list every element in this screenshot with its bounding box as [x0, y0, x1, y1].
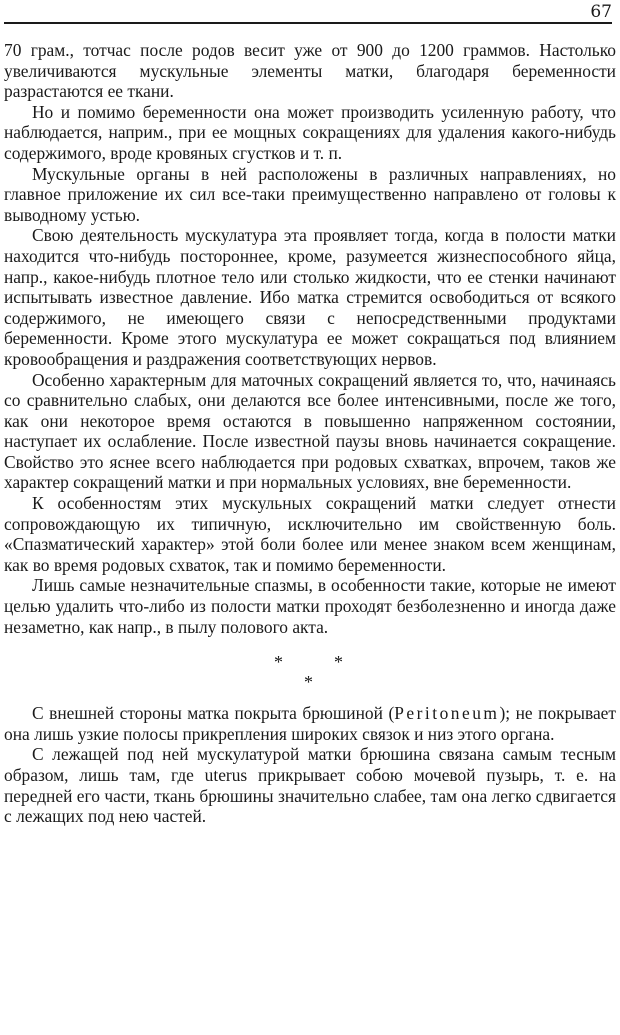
paragraph-9: С лежащей под ней мускулатурой матки брюшина связана самым тесным образом, лишь там, где uterus прикрывает собою мочевой пузырь, т. е. на передней его части, ткань брюшины значительно слабее, там она легко сдвигается с лежащих под нею частей. — [4, 744, 616, 827]
paragraph-8 — [4, 703, 616, 744]
paragraph-8-end: ); не покрывает она лишь узкие полосы прикрепления широких связок и низ этого органа. — [4, 703, 616, 744]
body-text — [4, 40, 616, 827]
page-number: 67 — [590, 2, 612, 22]
paragraph-1: 70 грам., тотчас после родов весит уже от 900 до 1200 граммов. Настолько увеличиваются мускульные элементы матки, благодаря беременности разрастаются ее ткани. — [4, 40, 616, 102]
paragraph-4: Свою деятельность мускулатура эта проявляет тогда, когда в полости матки находится что-нибудь постороннее, кроме, разумеется жизнеспособного яйца, напр., какое-нибудь плотное тело или столько жидкости, что ее стенки начинают испытывать известное давление. Ибо матка стремится освободиться от всякого содержимого, не имеющего связи с непосредственными продуктами беременности. Кроме этого мускулатура ее может сокращаться под влиянием кровообращения и раздражения соответствующих нервов. — [4, 225, 616, 369]
paragraph-6: К особенностям этих мускульных сокращений матки следует отнести сопровождающую их типичную, исключительно им свойственную боль. «Спазматический характер» этой боли более или менее знаком всем женщинам, как во время родовых схваток, так и помимо беременности. — [4, 493, 616, 575]
section-separator — [4, 639, 616, 699]
paragraph-2: Но и помимо беременности она может производить усиленную работу, что наблюдается, наприм., при ее мощных сокращениях для удаления какого-нибудь содержимого, вроде кровяных сгустков и т. п. — [4, 101, 616, 163]
paragraph-3: Мускульные органы в ней расположены в различных направлениях, но главное приложение их сил все-таки преимущественно направлено от головы к выводному устью. — [4, 163, 616, 225]
paragraph-5: Особенно характерным для маточных сокращений является то, что, начинаясь со сравнительно слабых, они делаются все более интенсивными, после же того, как они некоторое время остаются в повышенно напряженном состоянии, наступает их ослабление. После известной паузы вновь начинается сокращение. Свойство это яснее всего наблюдается при родовых схватках, впрочем, таков же характер сокращений матки и при нормальных условиях, вне беременности. — [4, 369, 616, 493]
paragraph-8-start: С внешней стороны матка покрыта брюшиной ( — [32, 703, 395, 724]
latin-term-peritoneum: Peritoneum — [394, 703, 500, 724]
paragraph-7: Лишь самые незначительные спазмы, в особенности такие, которые не имеют целью удалить что-либо из полости матки проходят безболезненно и иногда даже незаметно, как напр., в пылу полового акта. — [4, 575, 616, 637]
header-rule — [4, 22, 612, 24]
separator-star: * — [334, 652, 343, 673]
separator-star: * — [304, 672, 313, 693]
separator-star: * — [274, 652, 283, 673]
